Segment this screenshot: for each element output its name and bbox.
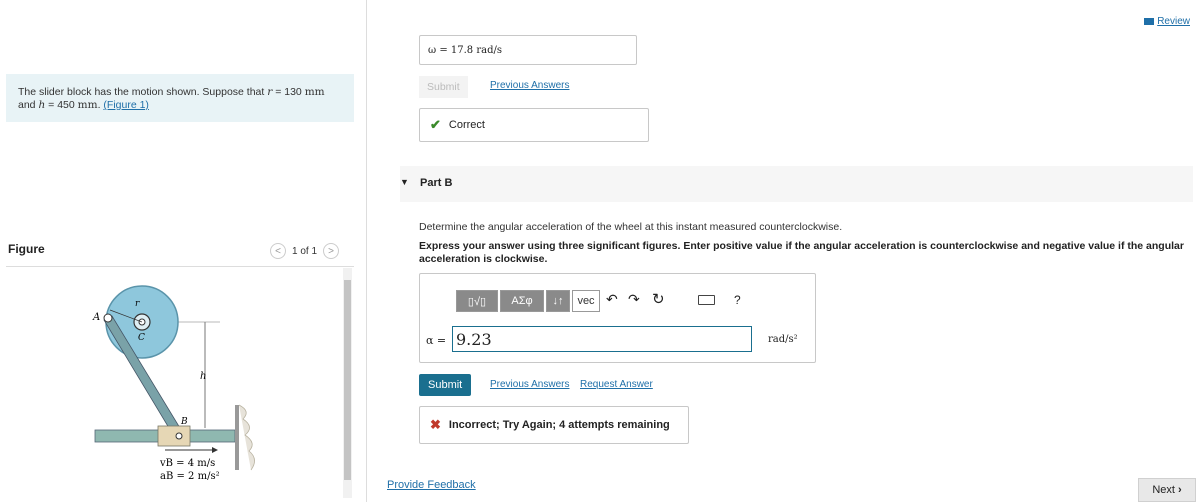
reset-icon[interactable]: ↻ <box>652 291 665 308</box>
next-button[interactable] <box>1138 478 1196 502</box>
chevron-right-icon: › <box>1177 484 1182 496</box>
check-icon: ✔ <box>430 117 441 132</box>
var-r: r <box>267 86 273 98</box>
keyboard-icon[interactable] <box>698 295 715 305</box>
part-b-submit-button[interactable]: Submit <box>419 374 471 396</box>
request-answer-link[interactable]: Request Answer <box>580 379 653 390</box>
undo-icon[interactable]: ↶ <box>606 291 618 307</box>
part-b-title: Part B <box>420 177 453 189</box>
wall <box>235 405 239 470</box>
r-unit: mm <box>304 86 325 98</box>
next-figure-button[interactable]: > <box>323 243 339 259</box>
templates-button[interactable]: ▯√▯ <box>456 290 498 312</box>
part-a-submit-button: Submit <box>419 76 468 98</box>
alpha-input[interactable]: 9.23 <box>452 326 752 352</box>
pin-b <box>176 433 182 439</box>
panel-divider <box>366 0 367 502</box>
figure-pager <box>270 243 339 259</box>
scrollbar-thumb[interactable] <box>344 280 351 480</box>
greek-button[interactable]: ΑΣφ <box>500 290 544 312</box>
problem-and: and <box>18 99 36 111</box>
provide-feedback-link[interactable]: Provide Feedback <box>387 479 476 491</box>
label-c: C <box>138 333 145 343</box>
part-a-feedback <box>419 108 649 142</box>
velocity-arrowhead <box>212 447 218 453</box>
label-b: B <box>181 417 188 427</box>
r-value: = 130 <box>275 86 302 98</box>
figure-scrollbar[interactable] <box>343 268 352 498</box>
slider-block <box>158 426 190 446</box>
pin-a <box>104 314 112 322</box>
label-ab: aB = 2 m/s² <box>160 471 220 482</box>
part-a-result: Correct <box>448 119 485 131</box>
var-h: h <box>38 99 46 111</box>
review-label: Review <box>1157 16 1190 27</box>
figure-page-count: 1 of 1 <box>292 245 318 257</box>
math-toolbar <box>456 290 600 312</box>
arrows-button[interactable]: ↓↑ <box>546 290 570 312</box>
collapse-icon[interactable]: ▼ <box>400 177 409 187</box>
review-link[interactable] <box>1144 16 1190 27</box>
label-r: r <box>135 299 140 309</box>
part-a-previous-answers[interactable]: Previous Answers <box>490 80 570 91</box>
unit-label: rad/s² <box>768 334 798 345</box>
figure-title: Figure <box>8 242 45 256</box>
part-b-question: Determine the angular acceleration of the wheel at this instant measured counterclockwise. <box>419 221 843 233</box>
answer-editor <box>419 273 816 363</box>
label-vb: vB = 4 m/s <box>160 458 216 469</box>
prev-figure-button[interactable]: < <box>270 243 286 259</box>
next-label: Next <box>1152 484 1175 496</box>
x-icon: ✖ <box>430 417 441 432</box>
label-a: A <box>93 312 101 323</box>
part-b-header[interactable] <box>400 166 1193 202</box>
problem-statement: The slider block has the motion shown. Suppose that r = 130 mm and h = 450 mm. (Figure 1) <box>6 74 354 122</box>
wall-hatch <box>239 405 255 470</box>
alpha-label: α = <box>426 334 447 347</box>
redo-icon[interactable]: ↷ <box>628 291 640 307</box>
part-b-instructions: Express your answer using three significant figures. Enter positive value if the angular acceleration is counterclockwise and negative value if the angular acceleration is clockwise. <box>419 240 1184 265</box>
h-unit: mm <box>77 99 98 111</box>
problem-text: The slider block has the motion shown. Suppose that <box>18 86 265 98</box>
vec-button[interactable]: vec <box>572 290 600 312</box>
help-icon[interactable]: ? <box>734 293 741 307</box>
figure-link[interactable]: (Figure 1) <box>103 99 149 111</box>
part-b-feedback <box>419 406 689 444</box>
part-b-result: Incorrect; Try Again; 4 attempts remaining <box>448 419 670 431</box>
part-b-previous-answers[interactable]: Previous Answers <box>490 379 570 390</box>
review-icon <box>1144 18 1154 25</box>
label-h: h <box>200 371 207 382</box>
figure-divider <box>6 266 354 267</box>
h-value: = 450 <box>48 99 75 111</box>
mechanism-figure <box>80 280 280 485</box>
part-a-answer: ω = 17.8 rad/s <box>419 35 637 65</box>
